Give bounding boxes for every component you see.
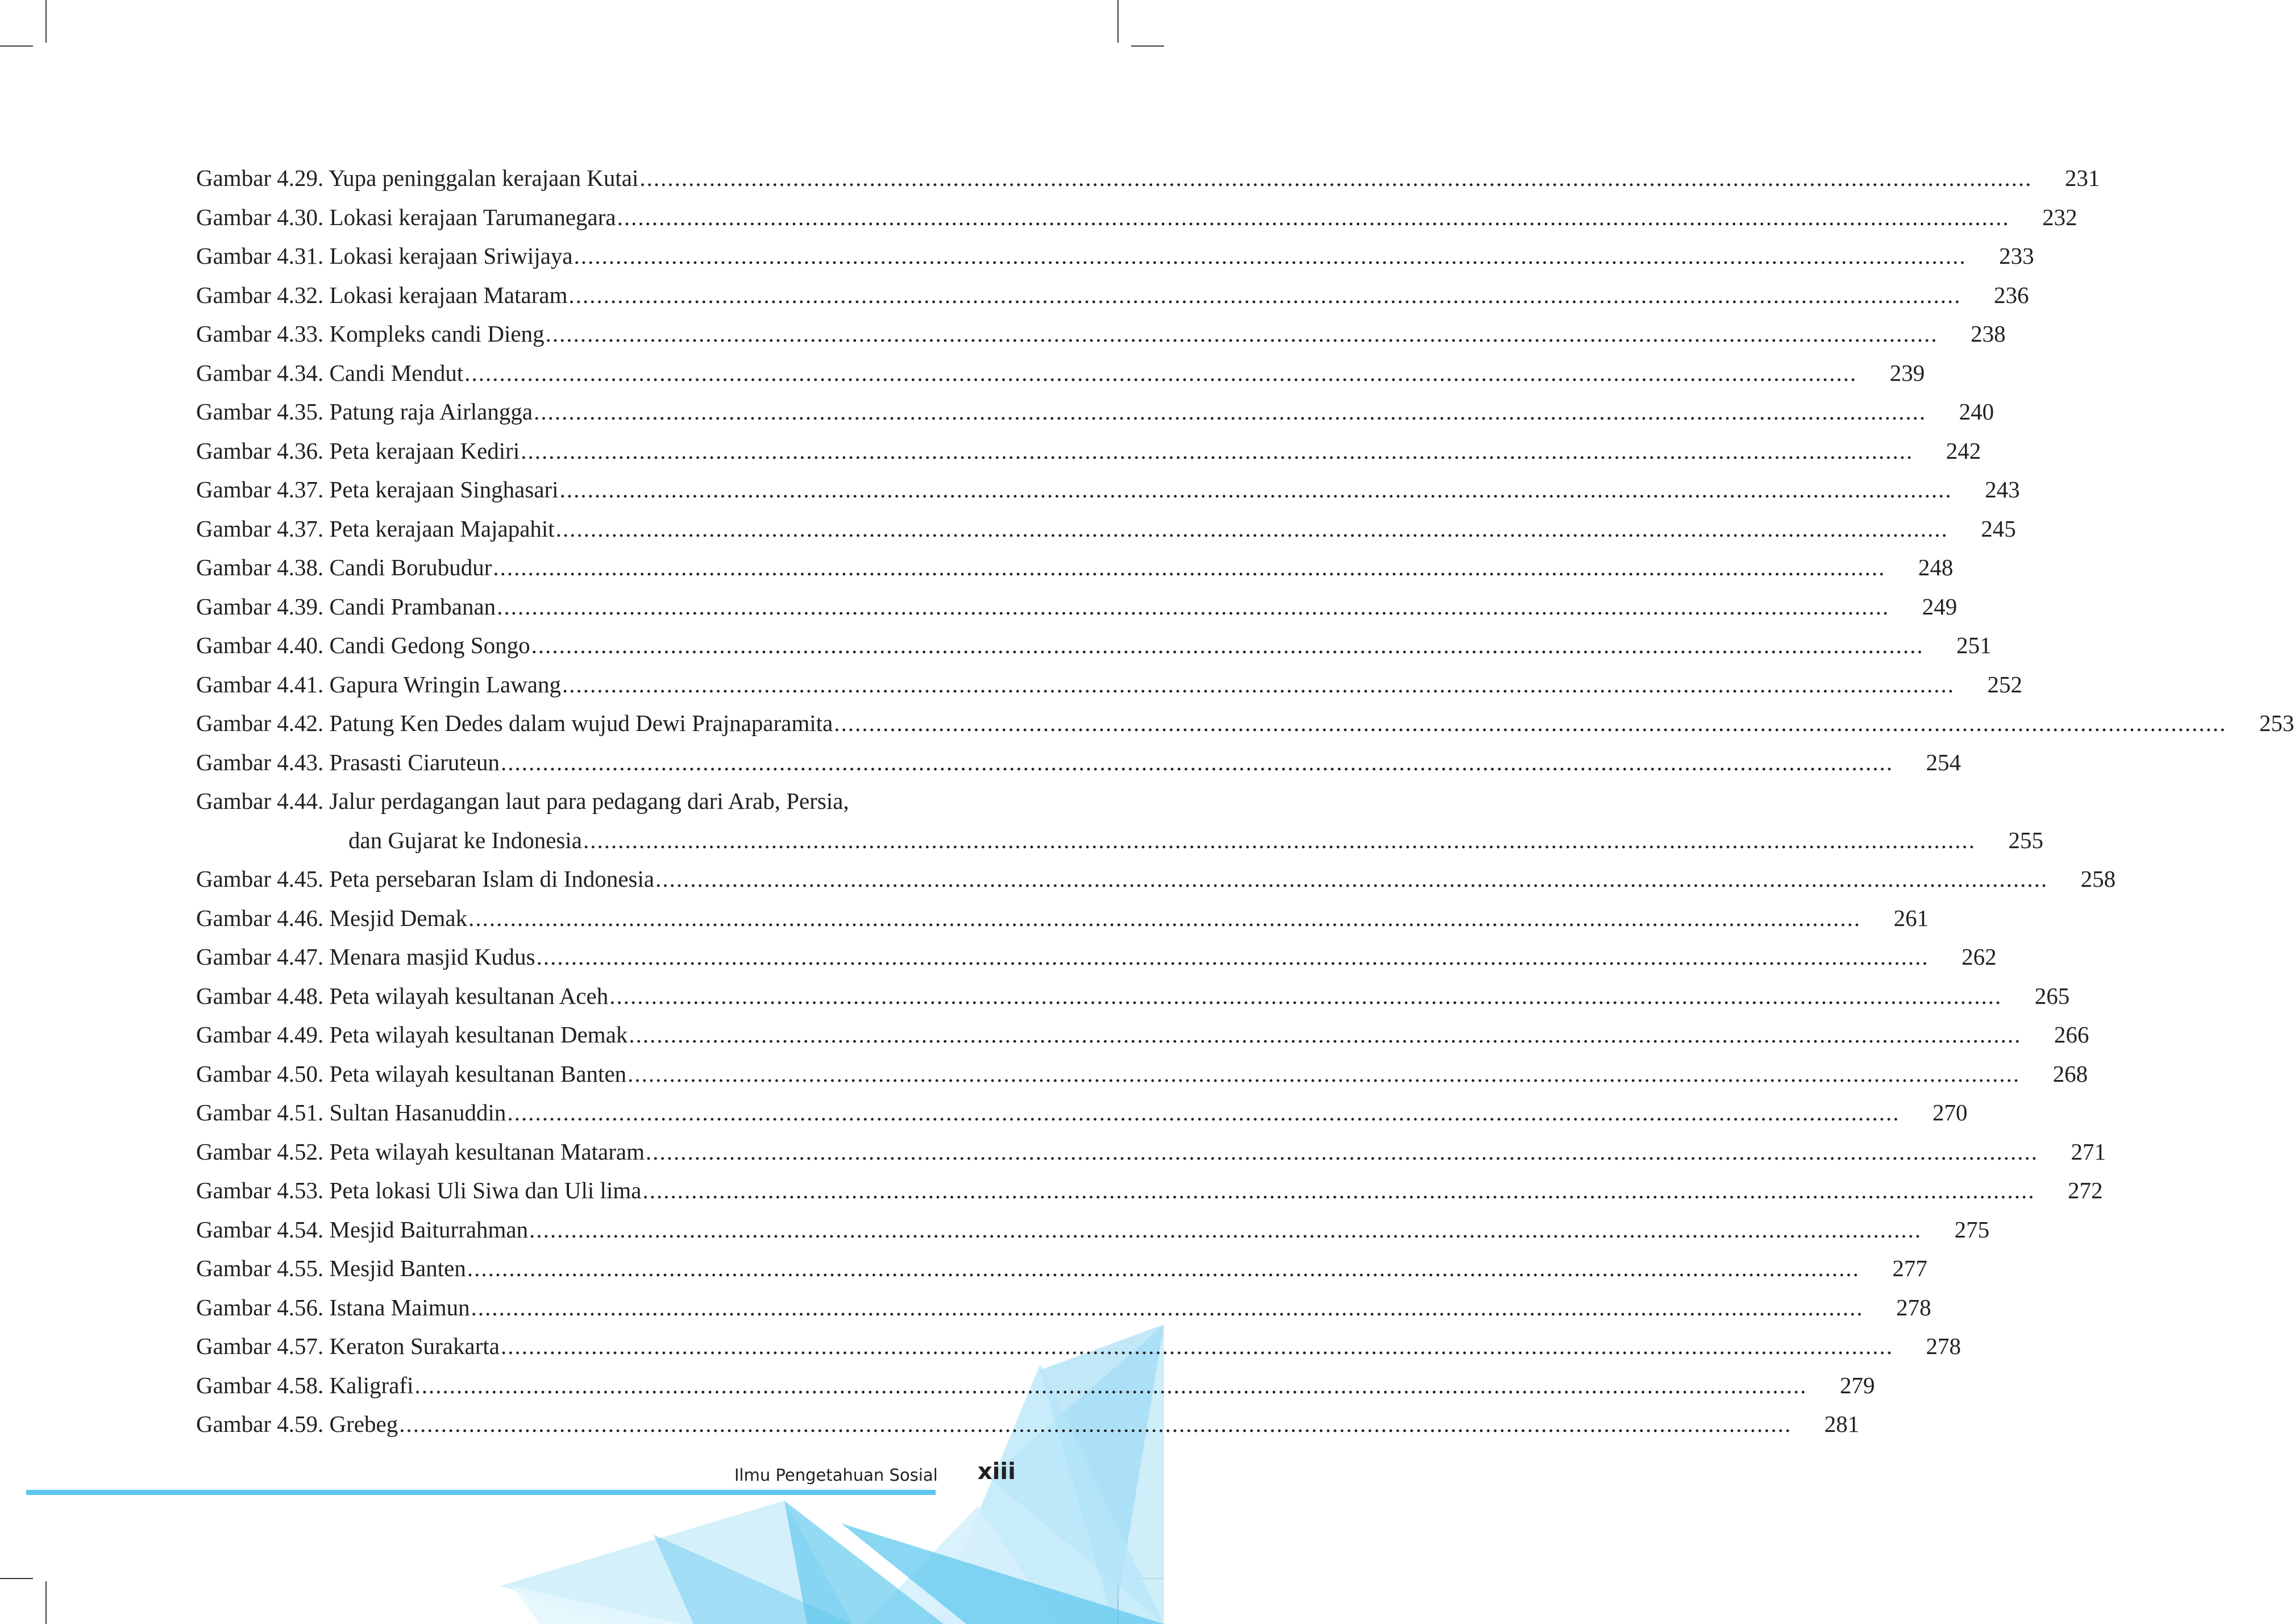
toc-entry	[196, 1249, 1927, 1288]
toc-entry	[196, 548, 1954, 587]
toc-entry	[196, 1366, 1875, 1405]
toc-entry	[196, 314, 2006, 354]
dot-leader: ........................................................................................................................................................................................................	[534, 398, 1927, 425]
toc-entry	[196, 704, 2294, 743]
toc-entry-page: 252	[1987, 671, 2023, 697]
toc-entry	[196, 276, 2029, 315]
toc-entry	[196, 1405, 1860, 1444]
toc-entry-title: Gambar 4.36. Peta kerajaan Kediri	[196, 437, 520, 464]
toc-entry-title: Gambar 4.51. Sultan Hasanuddin	[196, 1099, 506, 1125]
toc-entry	[196, 1210, 1990, 1249]
toc-entry-title: Gambar 4.39. Candi Prambanan	[196, 593, 496, 620]
toc-entry-page: 268	[2052, 1060, 2088, 1087]
toc-entry-page: 272	[2067, 1177, 2103, 1203]
toc-entry-page: 249	[1922, 593, 1958, 620]
dot-leader: ........................................................................................................................................................................................................	[646, 1138, 2038, 1165]
toc-entry-title: Gambar 4.58. Kaligrafi	[196, 1372, 414, 1398]
toc-entry-page: 271	[2071, 1138, 2106, 1165]
toc-entry-title: Gambar 4.29. Yupa peninggalan kerajaan Kutai	[196, 165, 639, 191]
toc-entry-title: Gambar 4.32. Lokasi kerajaan Mataram	[196, 281, 568, 308]
toc-entry	[196, 859, 2116, 899]
dot-leader: ........................................................................................................................................................................................................	[655, 866, 2048, 892]
dot-leader: ........................................................................................................................................................................................................	[531, 632, 1924, 658]
toc-entry	[196, 159, 2100, 198]
dot-leader: ........................................................................................................................................................................................................	[834, 710, 2227, 736]
toc-entry-title: Gambar 4.33. Kompleks candi Dieng	[196, 321, 545, 347]
toc-entry-page: 236	[1993, 281, 2029, 308]
toc-entry-title: Gambar 4.30. Lokasi kerajaan Tarumanegara	[196, 203, 616, 230]
toc-entry	[196, 198, 2077, 237]
toc-entry	[196, 937, 1997, 977]
toc-entry	[196, 509, 2016, 549]
toc-entry-page: 242	[1946, 437, 1981, 464]
dot-leader: ........................................................................................................................................................................................................	[629, 1021, 2022, 1048]
toc-entry-title: Gambar 4.54. Mesjid Baiturrahman	[196, 1216, 529, 1243]
dot-leader: ........................................................................................................................................................................................................	[507, 1099, 1900, 1125]
toc-entry-page: 239	[1889, 359, 1925, 386]
toc-entry-page: 240	[1959, 398, 1994, 425]
dot-leader: ........................................................................................................................................................................................................	[497, 593, 1890, 620]
toc-entry	[196, 587, 1958, 626]
dot-leader: ........................................................................................................................................................................................................	[501, 749, 1894, 775]
dot-leader: ........................................................................................................................................................................................................	[464, 359, 1857, 386]
toc-entry	[196, 899, 1929, 938]
toc-entry-page: 238	[1971, 321, 2006, 347]
toc-entry	[196, 743, 1961, 782]
toc-entry-page: 266	[2054, 1021, 2089, 1048]
toc-entry-page: 265	[2034, 982, 2070, 1009]
dot-leader: ........................................................................................................................................................................................................	[627, 1060, 2021, 1087]
toc-entry-title: Gambar 4.45. Peta persebaran Islam di Indonesia	[196, 866, 655, 892]
dot-leader: ........................................................................................................................................................................................................	[555, 515, 1948, 542]
footer-rule	[26, 1490, 936, 1495]
toc-entry-page: 233	[1999, 243, 2034, 269]
toc-entry-page: 275	[1954, 1216, 1990, 1243]
toc-entry	[196, 1015, 2089, 1054]
toc-entry	[196, 626, 1992, 665]
toc-entry	[196, 236, 2034, 276]
toc-entry	[196, 1288, 1931, 1327]
toc-entry-title: Gambar 4.41. Gapura Wringin Lawang	[196, 671, 562, 697]
toc-entry	[196, 1132, 2106, 1172]
dot-leader: ........................................................................................................................................................................................................	[617, 203, 2010, 230]
toc-entry-page: 251	[1956, 632, 1992, 658]
toc-entry-page: 255	[2008, 826, 2043, 853]
toc-entry	[196, 470, 2020, 509]
toc-entry-page: 281	[1824, 1411, 1860, 1437]
footer-book-title: Ilmu Pengetahuan Sosial	[734, 1465, 938, 1485]
toc-entry-title: Gambar 4.37. Peta kerajaan Majapahit	[196, 515, 555, 542]
toc-entry-page: 278	[1926, 1333, 1961, 1359]
toc-entry-title: Gambar 4.53. Peta lokasi Uli Siwa dan Uli lima	[196, 1177, 642, 1203]
toc-entry-continuation	[196, 821, 2043, 860]
toc-entry-title: Gambar 4.59. Grebeg	[196, 1411, 398, 1437]
toc-entry-title: Gambar 4.55. Mesjid Banten	[196, 1255, 466, 1281]
toc-entry-page: 270	[1932, 1099, 1968, 1125]
toc-entry-page: 243	[1985, 476, 2020, 502]
toc-entry-title: Gambar 4.42. Patung Ken Dedes dalam wujud Dewi Prajnaparamita	[196, 710, 833, 736]
toc-entry-title: Gambar 4.40. Candi Gedong Songo	[196, 632, 530, 658]
toc-entry-title: Gambar 4.34. Candi Mendut	[196, 359, 464, 386]
toc-entry	[196, 354, 1925, 393]
toc-entry-title: Gambar 4.47. Menara masjid Kudus	[196, 944, 535, 970]
toc-entry	[196, 431, 1981, 471]
dot-leader: ........................................................................................................................................................................................................	[493, 554, 1886, 580]
toc-entry-title: Gambar 4.35. Patung raja Airlangga	[196, 398, 533, 425]
toc-entry-title: Gambar 4.56. Istana Maimun	[196, 1294, 470, 1320]
dot-leader: ........................................................................................................................................................................................................	[468, 904, 1861, 931]
toc-entry-title-continuation: dan Gujarat ke Indonesia	[348, 826, 582, 853]
toc-entry	[196, 1054, 2088, 1094]
toc-entry-page: 278	[1896, 1294, 1931, 1320]
toc-entry-page: 279	[1840, 1372, 1875, 1398]
toc-entry	[196, 392, 1994, 431]
dot-leader: ........................................................................................................................................................................................................	[471, 1294, 1864, 1320]
dot-leader: ........................................................................................................................................................................................................	[467, 1255, 1860, 1281]
toc-entry-title: Gambar 4.46. Mesjid Demak	[196, 904, 468, 931]
toc-entry-page: 254	[1926, 749, 1961, 775]
toc-entry	[196, 665, 2023, 704]
toc-entry-title: Gambar 4.31. Lokasi kerajaan Sriwijaya	[196, 243, 573, 269]
toc-entry-page: 253	[2259, 710, 2294, 736]
dot-leader: ........................................................................................................................................................................................................	[521, 437, 1914, 464]
dot-leader: ........................................................................................................................................................................................................	[609, 982, 2002, 1009]
toc-entry-page: 248	[1918, 554, 1954, 580]
dot-leader: ........................................................................................................................................................................................................	[642, 1177, 2035, 1203]
toc-entry-page: 231	[2064, 165, 2100, 191]
dot-leader: ........................................................................................................................................................................................................	[639, 165, 2033, 191]
toc-entry-title: Gambar 4.57. Keraton Surakarta	[196, 1333, 500, 1359]
page-number: xiii	[978, 1459, 1016, 1485]
toc-entry-title: Gambar 4.38. Candi Borubudur	[196, 554, 492, 580]
toc-entry-page: 232	[2042, 203, 2077, 230]
dot-leader: ........................................................................................................................................................................................................	[545, 321, 1938, 347]
dot-leader: ........................................................................................................................................................................................................	[568, 281, 1961, 308]
dot-leader: ........................................................................................................................................................................................................	[562, 671, 1955, 697]
toc-entry	[196, 977, 2070, 1016]
toc-entry-title: Gambar 4.49. Peta wilayah kesultanan Demak	[196, 1021, 628, 1048]
toc-entry-page: 258	[2080, 866, 2116, 892]
dot-leader: ........................................................................................................................................................................................................	[536, 944, 1929, 970]
dot-leader: ........................................................................................................................................................................................................	[574, 243, 1967, 269]
dot-leader: ........................................................................................................................................................................................................	[583, 826, 1976, 853]
toc-entry-page: 245	[1981, 515, 2016, 542]
dot-leader: ........................................................................................................................................................................................................	[500, 1333, 1893, 1359]
toc-entry-page: 261	[1893, 904, 1929, 931]
dot-leader: ........................................................................................................................................................................................................	[414, 1372, 1807, 1398]
table-of-figures	[196, 159, 2294, 1444]
toc-entry	[196, 1327, 1961, 1366]
dot-leader: ........................................................................................................................................................................................................	[559, 476, 1952, 502]
toc-entry-title: Gambar 4.48. Peta wilayah kesultanan Aceh	[196, 982, 609, 1009]
toc-entry-page: 262	[1961, 944, 1997, 970]
toc-entry	[196, 782, 998, 821]
toc-entry	[196, 1171, 2103, 1210]
toc-entry-title: Gambar 4.52. Peta wilayah kesultanan Mataram	[196, 1138, 645, 1165]
dot-leader: ........................................................................................................................................................................................................	[529, 1216, 1922, 1243]
toc-entry-title: Gambar 4.43. Prasasti Ciaruteun	[196, 749, 500, 775]
toc-entry-page: 277	[1892, 1255, 1927, 1281]
toc-entry-title: Gambar 4.50. Peta wilayah kesultanan Banten	[196, 1060, 627, 1087]
toc-entry-title: Gambar 4.37. Peta kerajaan Singhasari	[196, 476, 559, 502]
dot-leader: ........................................................................................................................................................................................................	[399, 1411, 1792, 1437]
toc-entry	[196, 1093, 1968, 1132]
toc-entry-title: Gambar 4.44. Jalur perdagangan laut para pedagang dari Arab, Persia,	[196, 788, 849, 814]
